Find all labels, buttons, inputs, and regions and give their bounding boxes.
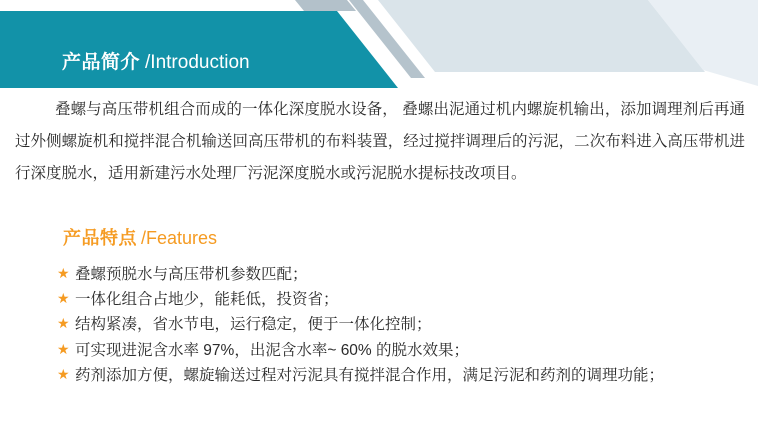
feature-text: 结构紧凑，省水节电，运行稳定，便于一体化控制； [75,316,432,334]
section-title-introduction [62,51,250,75]
features-title-en: /Features [141,228,218,248]
intro-paragraph: 叠螺与高压带机组合而成的一体化深度脱水设备， 叠螺出泥通过机内螺旋机输出，添加调理剂后再通过外侧螺旋机和搅拌混合机输送回高压带机的布料装置，经过搅拌调理后的污泥，二次布料进入高压带机进行深度脱水，适用新建污水处理厂污泥深度脱水或污泥脱水提标技改项目。 [15,101,745,182]
title-banner-shape [0,11,398,88]
section-title-features [63,227,217,249]
intro-title-en: /Introduction [145,52,250,73]
star-bullet-icon: ★ [57,315,70,332]
star-bullet-icon: ★ [57,264,70,281]
feature-text: 叠螺预脱水与高压带机参数匹配； [75,265,308,283]
star-bullet-icon: ★ [57,366,70,383]
feature-item [57,285,748,310]
feature-item [57,336,748,361]
feature-item [57,362,748,387]
star-bullet-icon: ★ [57,290,70,307]
decor-parallelogram-light [378,0,705,72]
feature-text: 药剂添加方便，螺旋输送过程对污泥具有搅拌混合作用，满足污泥和药剂的调理功能； [75,367,665,385]
star-bullet-icon: ★ [57,340,70,357]
features-title-zh: 产品特点 [63,228,137,248]
feature-item [57,260,748,285]
feature-text: 可实现进泥含水率 97%，出泥含水率~ 60% 的脱水效果； [75,341,470,359]
decor-top-strip [295,0,356,11]
feature-text: 一体化组合占地少，能耗低，投资省； [75,291,339,309]
feature-item [57,311,748,336]
intro-title-zh: 产品简介 [62,52,141,73]
features-list [57,260,748,387]
